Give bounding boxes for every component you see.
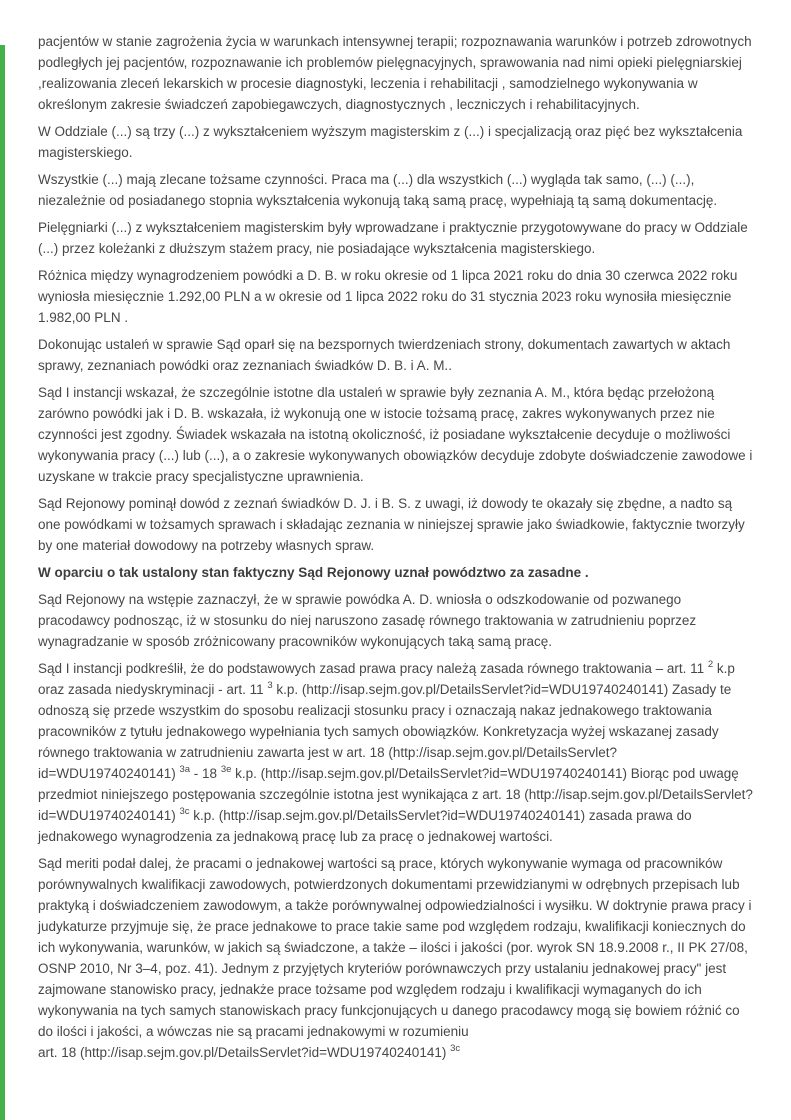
superscript-reference: 3c [179, 805, 190, 817]
paragraph [38, 589, 753, 652]
paragraph [38, 382, 753, 487]
text-run: Sąd I instancji wskazał, że szczególnie istotne dla ustaleń w sprawie były zeznania A. M., która będąc przełożoną zarówno powódki jak i D. B. wskazała, iż wykonują one w istocie tożsamą pracę, zakres wykonywanych przez nie czynności jest zgodny. Świadek wskazała na istotną okoliczność, iż posiadane wykształcenie decyduje o możliwości wykonywania pracy (...) lub (...), a o zakresie wykonywanych obowiązków decyduje zdobyte doświadczenie zawodowe i uzyskane w trakcie pracy specjalistyczne uprawnienia. [38, 385, 753, 484]
text-run: k.p oraz zasada niedyskryminacji - art. 11 [38, 661, 735, 697]
paragraph [38, 217, 753, 259]
paragraph [38, 265, 753, 328]
text-run: k.p. (http://isap.sejm.gov.pl/DetailsServlet?id=WDU19740240141) Biorąc pod uwagę przedmiot niniejszego postępowania szczególnie istotna jest wynikająca z art. 18 (http://isap.sejm.gov.pl/DetailsServlet?id=WDU19740240141) [38, 766, 753, 823]
text-run: Sąd Rejonowy na wstępie zaznaczył, że w sprawie powódka A. D. wniosła o odszkodowanie od pozwanego pracodawcy podnosząc, iż w stosunku do niej naruszono zasadę równego traktowania w zatrudnieniu poprzez wynagradzanie w sposób zróżnicowany pracowników wykonujących taką samą pracę. [38, 592, 697, 649]
text-run: Dokonując ustaleń w sprawie Sąd oparł się na bezspornych twierdzeniach strony, dokumentach zawartych w aktach sprawy, zeznaniach powódki oraz zeznaniach świadków D. B. i A. M.. [38, 337, 731, 373]
superscript-reference: 3 [267, 679, 273, 691]
text-run: Wszystkie (...) mają zlecane tożsame czynności. Praca ma (...) dla wszystkich (...) wygląda tak samo, (...) (...), niezależnie od posiadanego stopnia wykształcenia wykonują taką samą pracę, wypełniają tą samą dokumentację. [38, 172, 718, 208]
text-run: pacjentów w stanie zagrożenia życia w warunkach intensywnej terapii; rozpoznawania warunków i potrzeb zdrowotnych podległych jej pacjentów, rozpoznawanie ich problemów pielęgnacyjnych, sprawowania nad nimi opieki pielęgniarskiej ,realizowania zleceń lekarskich w procesie diagnostyki, leczenia i rehabilitacji , samodzielnego wykonywania w określonym zakresie świadczeń zapobiegawczych, diagnostycznych , leczniczych i rehabilitacyjnych. [38, 34, 752, 112]
superscript-reference: 3e [220, 763, 232, 775]
text-run: W oparciu o tak ustalony stan faktyczny Sąd Rejonowy uznał powództwo za zasadne . [38, 565, 589, 580]
paragraph [38, 169, 753, 211]
paragraph [38, 493, 753, 556]
paragraph [38, 121, 753, 163]
text-run: art. 18 (http://isap.sejm.gov.pl/DetailsServlet?id=WDU19740240141) [38, 1045, 451, 1060]
judgment-text-body [38, 31, 753, 1069]
paragraph [38, 334, 753, 376]
section-heading [38, 562, 753, 583]
text-run: k.p. (http://isap.sejm.gov.pl/DetailsServlet?id=WDU19740240141) Zasady te odnoszą się przede wszystkim do sposobu realizacji stosunku pracy i oznaczają nakaz jednakowego traktowania pracowników z tytułu jednakowego wypełniania tych samych obowiązków. Konkretyzacja wyżej wskazanej zasady równego traktowania w zatrudnieniu zawarta jest w art. 18 (http://isap.sejm.gov.pl/DetailsServlet?id=WDU19740240141) [38, 682, 732, 781]
paragraph [38, 853, 753, 1063]
text-run: - 18 [190, 766, 221, 781]
text-run: W Oddziale (...) są trzy (...) z wykształceniem wyższym magisterskim z (...) i specjalizacją oraz pięć bez wykształcenia magisterskiego. [38, 124, 743, 160]
paragraph [38, 31, 753, 115]
text-run: Sąd meriti podał dalej, że pracami o jednakowej wartości są prace, których wykonywanie wymaga od pracowników porównywalnych kwalifikacji zawodowych, potwierdzonych dokumentami przewidzianymi w odrębnych przepisach lub praktyką i doświadczeniem zawodowym, a także porównywalnej odpowiedzialności i wysiłku. W doktrynie prawa pracy i judykaturze przyjmuje się, że prace jednakowe to prace takie same pod względem rodzaju, kwalifikacji koniecznych do ich wykonywania, warunków, w jakich są świadczone, a także – ilości i jakości (por. wyrok SN 18.9.2008 r., II PK 27/08, OSNP 2010, Nr 3–4, poz. 41). Jednym z przyjętych kryteriów porównawczych przy ustalaniu jednakowej pracy" jest zajmowane stanowisko pracy, jednakże prace tożsame pod względem rodzaju i kwalifikacji wymaganych do ich wykonywania na tych samych stanowiskach pracy funkcjonujących u danego pracodawcy mogą się bowiem różnić co do ilości i jakości, a wówczas nie są pracami jednakowymi w rozumieniu [38, 856, 752, 1039]
superscript-reference: 2 [707, 658, 714, 670]
text-run: k.p. (http://isap.sejm.gov.pl/DetailsServlet?id=WDU19740240141) zasada prawa do jednakowego wynagrodzenia za jednakową pracę lub za pracę o jednakowej wartości. [38, 808, 692, 844]
superscript-reference: 3a [179, 763, 191, 775]
superscript-reference: 3c [450, 1042, 461, 1054]
text-run: Różnica między wynagrodzeniem powódki a D. B. w roku okresie od 1 lipca 2021 roku do dnia 30 czerwca 2022 roku wyniosła miesięcznie 1.292,00 PLN a w okresie od 1 lipca 2022 roku do 31 stycznia 2023 roku wynosiła miesięcznie 1.982,00 PLN . [38, 268, 738, 325]
left-accent-bar [0, 45, 5, 1120]
text-run: Sąd I instancji podkreślił, że do podstawowych zasad prawa pracy należą zasada równego traktowania – art. 11 [38, 661, 708, 676]
text-run: Pielęgniarki (...) z wykształceniem magisterskim były wprowadzane i praktycznie przygotowywane do pracy w Oddziale (...) przez koleżanki z dłuższym stażem pracy, nie posiadające wykształcenia magisterskiego. [38, 220, 748, 256]
paragraph [38, 658, 753, 847]
text-run: Sąd Rejonowy pominął dowód z zeznań świadków D. J. i B. S. z uwagi, iż dowody te okazały się zbędne, a nadto są one powódkami w tożsamych sprawach i składając zeznania w niniejszej sprawie jako świadkowie, faktycznie tworzyły by one materiał dowodowy na potrzeby własnych spraw. [38, 496, 745, 553]
